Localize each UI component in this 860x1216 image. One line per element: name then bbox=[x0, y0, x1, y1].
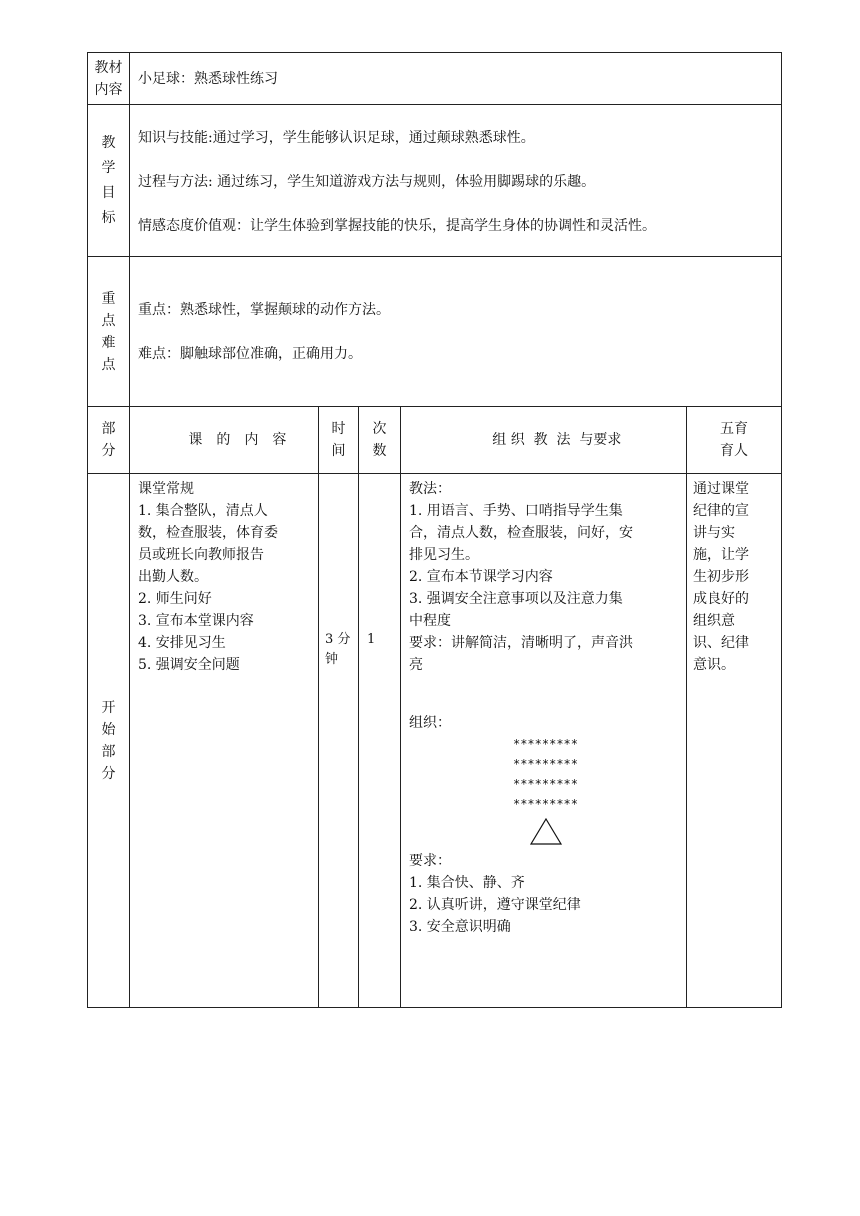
education-line: 通过课堂 bbox=[693, 481, 749, 497]
section-count-cell bbox=[359, 474, 401, 1008]
content-line: 出勤人数。 bbox=[138, 569, 208, 585]
material-label-line-1: 教材 bbox=[94, 59, 123, 76]
method-line: 1. 用语言、手势、口哨指导学生集 bbox=[409, 503, 623, 519]
goals-label-char: 学 bbox=[101, 159, 116, 176]
goal-knowledge: 知识与技能:通过学习，学生能够认识足球，通过颠球熟悉球性。 bbox=[138, 130, 535, 146]
header-part-line: 部 bbox=[101, 421, 116, 437]
goal-process: 过程与方法: 通过练习，学生知道游戏方法与规则，体验用脚踢球的乐趣。 bbox=[138, 174, 596, 190]
content-line: 1. 集合整队，清点人 bbox=[138, 503, 268, 519]
section-content-cell bbox=[130, 474, 319, 1008]
requirement-line: 1. 集合快、静、齐 bbox=[409, 875, 525, 891]
method-line: 中程度 bbox=[409, 613, 451, 629]
header-method: 组 织 教 法 与要求 bbox=[492, 432, 622, 448]
header-education-line: 育人 bbox=[720, 443, 748, 459]
header-count-line: 数 bbox=[372, 443, 387, 459]
education-line: 组织意 bbox=[693, 613, 735, 629]
section-part-char: 始 bbox=[101, 721, 116, 738]
section-part-char: 开 bbox=[101, 699, 116, 716]
header-time-line: 间 bbox=[331, 443, 346, 459]
requirement-line: 2. 认真听讲，遵守课堂纪律 bbox=[409, 897, 581, 913]
time-line: 3 分 bbox=[325, 632, 351, 647]
method-line: 2. 宣布本节课学习内容 bbox=[409, 569, 553, 585]
header-education-cell bbox=[687, 407, 782, 474]
header-content-cell bbox=[130, 407, 319, 474]
formation-row: ********* bbox=[512, 757, 579, 771]
education-line: 纪律的宣 bbox=[693, 503, 749, 519]
content-line: 数，检查服装，体育委 bbox=[138, 525, 278, 541]
section-part-cell bbox=[88, 474, 130, 1008]
requirement-label: 要求： bbox=[409, 853, 451, 869]
method-line: 要求：讲解简洁，清晰明了，声音洪 bbox=[409, 635, 633, 651]
education-line: 成良好的 bbox=[693, 591, 749, 607]
content-line: 2. 师生问好 bbox=[138, 591, 212, 607]
method-line: 排见习生。 bbox=[409, 547, 479, 563]
organization-label: 组织： bbox=[409, 715, 451, 731]
goals-label-char: 标 bbox=[101, 209, 116, 226]
education-line: 施，让学 bbox=[693, 547, 749, 563]
header-part-cell bbox=[88, 407, 130, 474]
lesson-plan-page bbox=[87, 52, 781, 1008]
difficult-point: 难点：脚触球部位准确，正确用力。 bbox=[138, 345, 362, 362]
header-time-cell bbox=[319, 407, 359, 474]
keypoints-label-char: 难 bbox=[101, 334, 116, 351]
section-part-char: 分 bbox=[101, 765, 116, 782]
count-value: 1 bbox=[367, 632, 376, 647]
goals-label-char: 目 bbox=[101, 184, 116, 201]
lesson-plan-table bbox=[87, 52, 782, 1008]
education-line: 讲与实 bbox=[693, 525, 735, 541]
formation-row: ********* bbox=[512, 797, 579, 811]
header-count-line: 次 bbox=[372, 421, 387, 437]
header-method-cell bbox=[401, 407, 687, 474]
education-line: 生初步形 bbox=[693, 569, 749, 585]
material-label-line-2: 内容 bbox=[94, 81, 123, 98]
keypoints-content-cell bbox=[130, 257, 782, 407]
goals-label-char: 教 bbox=[101, 134, 116, 151]
method-line: 亮 bbox=[409, 657, 423, 673]
teacher-triangle-icon bbox=[409, 818, 682, 846]
time-line: 钟 bbox=[325, 652, 339, 667]
keypoints-label-char: 点 bbox=[101, 312, 116, 329]
content-line: 课堂常规 bbox=[138, 481, 194, 497]
header-time-line: 时 bbox=[331, 421, 346, 437]
material-content: 小足球：熟悉球性练习 bbox=[138, 70, 278, 87]
keypoints-label-char: 点 bbox=[101, 356, 116, 373]
content-line: 5. 强调安全问题 bbox=[138, 657, 240, 673]
material-label-cell bbox=[88, 53, 130, 105]
header-education-line: 五育 bbox=[720, 421, 748, 437]
requirement-line: 3. 安全意识明确 bbox=[409, 919, 511, 935]
method-line: 合，清点人数，检查服装，问好，安 bbox=[409, 525, 633, 541]
formation-diagram bbox=[409, 734, 682, 814]
keypoints-label-char: 重 bbox=[101, 290, 116, 307]
content-line: 4. 安排见习生 bbox=[138, 635, 226, 651]
method-line: 3. 强调安全注意事项以及注意力集 bbox=[409, 591, 623, 607]
education-line: 识、纪律 bbox=[693, 635, 749, 651]
section-method-cell bbox=[401, 474, 687, 1008]
goals-label-cell bbox=[88, 105, 130, 257]
section-education-cell bbox=[687, 474, 782, 1008]
keypoints-label-cell bbox=[88, 257, 130, 407]
content-line: 3. 宣布本堂课内容 bbox=[138, 613, 254, 629]
header-count-cell bbox=[359, 407, 401, 474]
method-line: 教法： bbox=[409, 481, 451, 497]
formation-row: ********* bbox=[512, 737, 579, 751]
key-point: 重点：熟悉球性，掌握颠球的动作方法。 bbox=[138, 301, 390, 318]
goals-content-cell bbox=[130, 105, 782, 257]
material-content-cell bbox=[130, 53, 782, 105]
goal-emotion: 情感态度价值观：让学生体验到掌握技能的快乐，提高学生身体的协调性和灵活性。 bbox=[138, 218, 656, 234]
content-line: 员或班长向教师报告 bbox=[138, 547, 264, 563]
formation-row: ********* bbox=[512, 777, 579, 791]
education-line: 意识。 bbox=[693, 657, 735, 673]
header-content: 课 的 内 容 bbox=[188, 432, 287, 448]
header-part-line: 分 bbox=[101, 443, 116, 459]
section-part-char: 部 bbox=[101, 743, 116, 760]
section-time-cell bbox=[319, 474, 359, 1008]
